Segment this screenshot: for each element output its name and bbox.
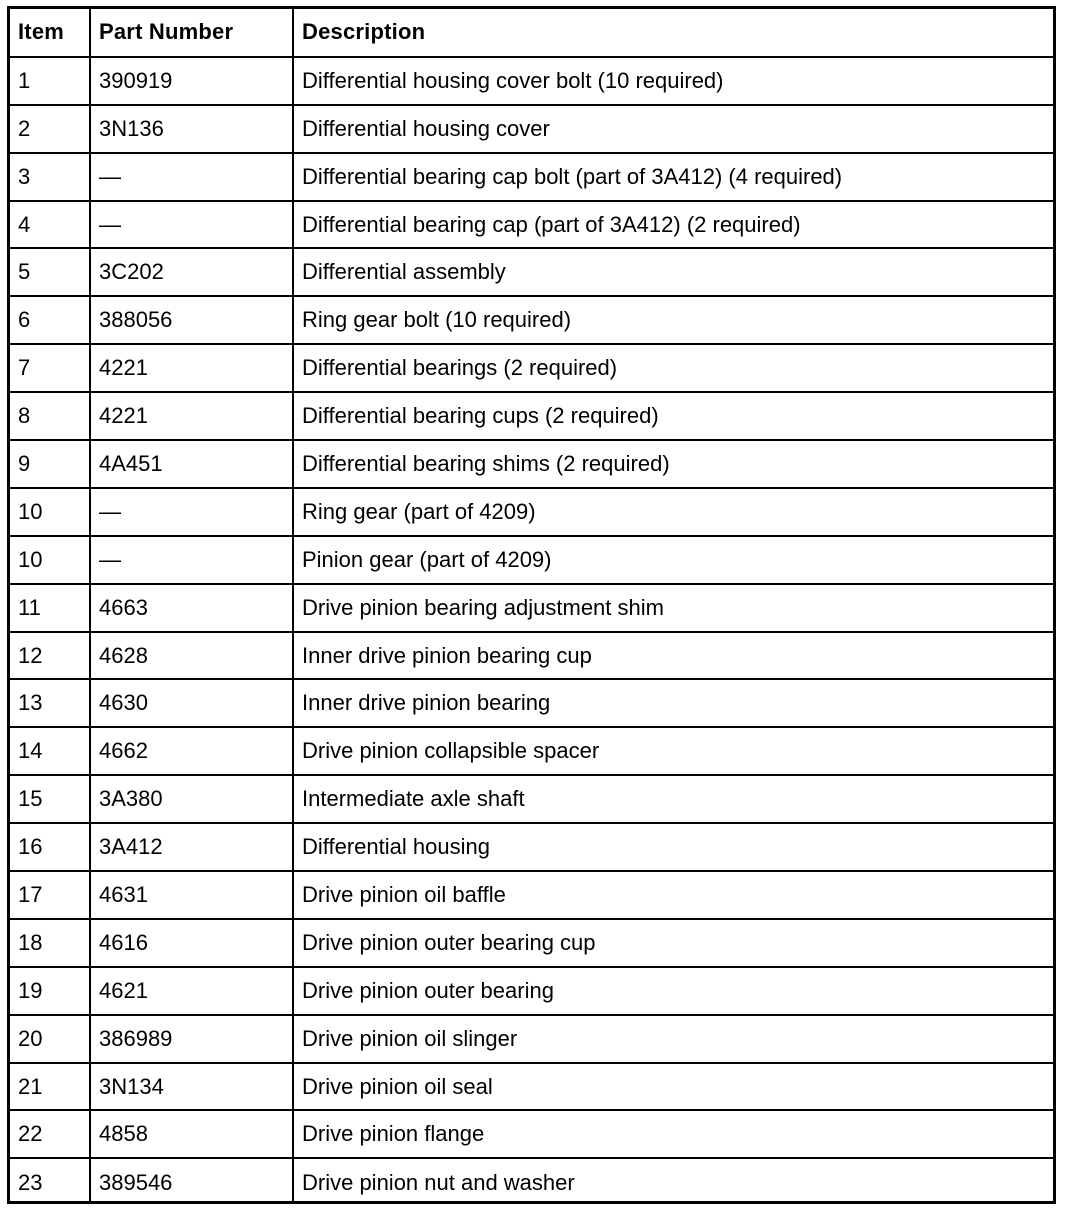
table-row <box>10 584 1053 632</box>
cell-part-number: 390919 <box>90 57 293 105</box>
cell-description: Drive pinion flange <box>293 1110 1053 1158</box>
cell-part-number: 4221 <box>90 392 293 440</box>
cell-item: 17 <box>10 871 90 919</box>
table-row <box>10 871 1053 919</box>
cell-part-number: 389546 <box>90 1158 293 1204</box>
table-row <box>10 248 1053 296</box>
cell-part-number: — <box>90 201 293 249</box>
cell-description: Drive pinion oil slinger <box>293 1015 1053 1063</box>
table-row <box>10 679 1053 727</box>
cell-description: Differential bearings (2 required) <box>293 344 1053 392</box>
table-row <box>10 1110 1053 1158</box>
cell-item: 8 <box>10 392 90 440</box>
cell-item: 11 <box>10 584 90 632</box>
table-row <box>10 153 1053 201</box>
cell-part-number: 4221 <box>90 344 293 392</box>
cell-item: 16 <box>10 823 90 871</box>
table-row <box>10 536 1053 584</box>
cell-item: 18 <box>10 919 90 967</box>
cell-part-number: 4A451 <box>90 440 293 488</box>
cell-description: Intermediate axle shaft <box>293 775 1053 823</box>
cell-part-number: 4616 <box>90 919 293 967</box>
cell-item: 5 <box>10 248 90 296</box>
cell-item: 23 <box>10 1158 90 1204</box>
header-item: Item <box>10 9 90 57</box>
cell-description: Inner drive pinion bearing <box>293 679 1053 727</box>
cell-item: 13 <box>10 679 90 727</box>
table-row <box>10 296 1053 344</box>
cell-description: Drive pinion oil baffle <box>293 871 1053 919</box>
cell-description: Differential bearing cap (part of 3A412) (2 required) <box>293 201 1053 249</box>
table-row <box>10 727 1053 775</box>
table-row <box>10 1063 1053 1111</box>
cell-description: Inner drive pinion bearing cup <box>293 632 1053 680</box>
table-row <box>10 488 1053 536</box>
cell-description: Differential housing cover bolt (10 required) <box>293 57 1053 105</box>
cell-item: 12 <box>10 632 90 680</box>
cell-part-number: 3N134 <box>90 1063 293 1111</box>
parts-table-frame <box>7 6 1056 1204</box>
cell-part-number: 3A412 <box>90 823 293 871</box>
cell-description: Drive pinion outer bearing cup <box>293 919 1053 967</box>
table-row <box>10 1015 1053 1063</box>
header-description: Description <box>293 9 1053 57</box>
cell-item: 7 <box>10 344 90 392</box>
table-row <box>10 1158 1053 1204</box>
cell-item: 4 <box>10 201 90 249</box>
cell-item: 22 <box>10 1110 90 1158</box>
cell-description: Ring gear (part of 4209) <box>293 488 1053 536</box>
cell-item: 10 <box>10 536 90 584</box>
table-row <box>10 823 1053 871</box>
cell-part-number: 3N136 <box>90 105 293 153</box>
table-row <box>10 440 1053 488</box>
cell-part-number: 4858 <box>90 1110 293 1158</box>
table-row <box>10 632 1053 680</box>
table-row <box>10 57 1053 105</box>
table-body <box>10 57 1053 1204</box>
cell-part-number: 4663 <box>90 584 293 632</box>
parts-table <box>10 9 1053 1204</box>
cell-description: Differential housing cover <box>293 105 1053 153</box>
table-row <box>10 344 1053 392</box>
cell-part-number: 388056 <box>90 296 293 344</box>
cell-description: Differential bearing shims (2 required) <box>293 440 1053 488</box>
cell-part-number: 4631 <box>90 871 293 919</box>
cell-part-number: 4628 <box>90 632 293 680</box>
cell-item: 15 <box>10 775 90 823</box>
table-row <box>10 201 1053 249</box>
cell-part-number: 4630 <box>90 679 293 727</box>
table-row <box>10 392 1053 440</box>
cell-description: Differential housing <box>293 823 1053 871</box>
cell-description: Differential bearing cap bolt (part of 3A412) (4 required) <box>293 153 1053 201</box>
cell-item: 3 <box>10 153 90 201</box>
table-row <box>10 919 1053 967</box>
cell-part-number: — <box>90 488 293 536</box>
cell-description: Drive pinion outer bearing <box>293 967 1053 1015</box>
cell-item: 2 <box>10 105 90 153</box>
cell-item: 6 <box>10 296 90 344</box>
cell-part-number: — <box>90 153 293 201</box>
cell-item: 20 <box>10 1015 90 1063</box>
cell-description: Drive pinion nut and washer <box>293 1158 1053 1204</box>
table-header-row <box>10 9 1053 57</box>
cell-item: 21 <box>10 1063 90 1111</box>
header-part-number: Part Number <box>90 9 293 57</box>
cell-part-number: 4662 <box>90 727 293 775</box>
table-row <box>10 967 1053 1015</box>
cell-description: Differential bearing cups (2 required) <box>293 392 1053 440</box>
cell-part-number: 3A380 <box>90 775 293 823</box>
cell-description: Ring gear bolt (10 required) <box>293 296 1053 344</box>
cell-item: 1 <box>10 57 90 105</box>
cell-part-number: — <box>90 536 293 584</box>
cell-description: Drive pinion bearing adjustment shim <box>293 584 1053 632</box>
cell-item: 9 <box>10 440 90 488</box>
cell-description: Pinion gear (part of 4209) <box>293 536 1053 584</box>
cell-part-number: 386989 <box>90 1015 293 1063</box>
cell-part-number: 4621 <box>90 967 293 1015</box>
cell-item: 19 <box>10 967 90 1015</box>
cell-item: 14 <box>10 727 90 775</box>
cell-item: 10 <box>10 488 90 536</box>
table-row <box>10 775 1053 823</box>
cell-description: Drive pinion collapsible spacer <box>293 727 1053 775</box>
cell-part-number: 3C202 <box>90 248 293 296</box>
cell-description: Differential assembly <box>293 248 1053 296</box>
table-row <box>10 105 1053 153</box>
cell-description: Drive pinion oil seal <box>293 1063 1053 1111</box>
